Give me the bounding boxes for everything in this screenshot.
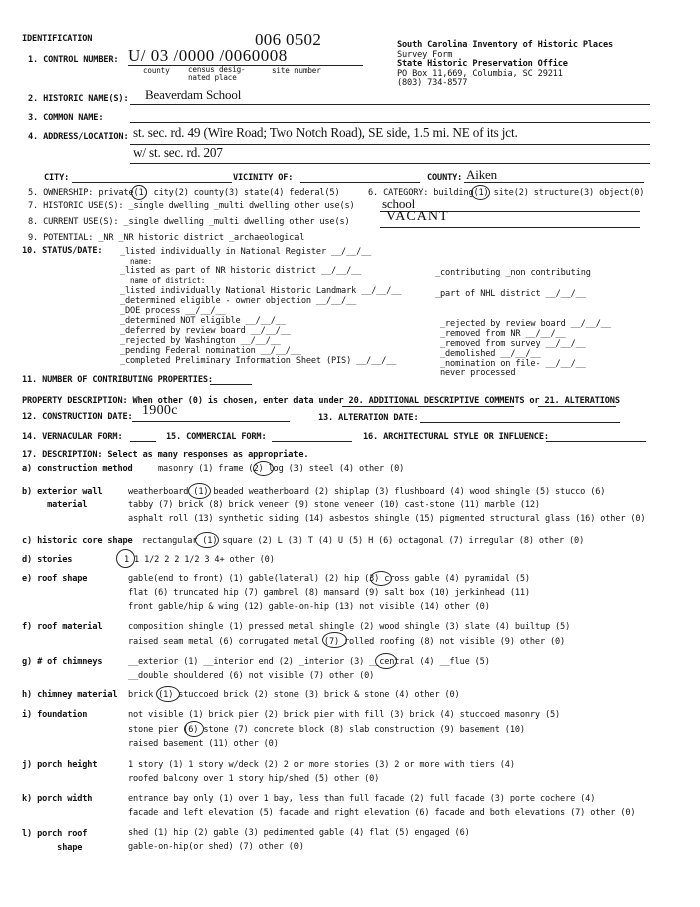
desc-row[interactable]: 1 1 1/2 2 2 1/2 3 4+ other (0) [124, 555, 275, 565]
status-item[interactable]: _determined NOT eligible __/__/__ [120, 316, 286, 326]
county-sublabel: county [143, 66, 170, 75]
historic-name-label: 2. HISTORIC NAME(S): [28, 94, 129, 104]
address-line-2[interactable]: w/ st. sec. rd. 207 [133, 145, 223, 160]
office-line: PO Box 11,669, Columbia, SC 29211 [397, 69, 563, 79]
desc-label: l) porch roof shape [22, 829, 88, 853]
city-label: CITY: [44, 173, 70, 183]
desc-row[interactable]: front gable/hip & wing (12) gable-on-hip (13) not visible (14) other (0) [128, 602, 490, 612]
construction-date-label: 12. CONSTRUCTION DATE: [22, 412, 133, 422]
historic-name-value[interactable]: Beaverdam School [145, 87, 242, 102]
status-item[interactable]: _listed individually in National Register __/__/__ [120, 247, 372, 257]
status-label: 10. STATUS/DATE: [22, 246, 103, 256]
alteration-date-label: 13. ALTERATION DATE: [318, 413, 419, 423]
selection-circle [375, 653, 397, 669]
status-item[interactable]: _listed individually National Historic Landmark __/__/__ [120, 286, 402, 296]
current-use-line: 8. CURRENT USE(S): _single dwelling _multi dwelling other use(s) [28, 217, 350, 227]
desc-row[interactable]: raised basement (11) other (0) [128, 739, 279, 749]
selection-circle [322, 632, 347, 648]
status-item-right[interactable]: _contributing _non contributing [435, 268, 591, 278]
desc-row[interactable]: rectangular (1) square (2) L (3) T (4) U (5) H (6) octagonal (7) irregular (8) other (0) [142, 536, 585, 546]
desc-row[interactable]: not visible (1) brick pier (2) brick pier with fill (3) brick (4) stuccoed masonry (5) [128, 710, 561, 720]
status-item[interactable]: _listed as part of NR historic district __/__/__ [120, 266, 362, 276]
ownership-line: 5. OWNERSHIP: private(1) city(2) county(3) state(4) federal(5) [28, 188, 340, 198]
office-line: State Historic Preservation Office [397, 59, 568, 69]
desc-row[interactable]: facade and left elevation (5) facade and right elevation (6) facade and both elevations (7) other (0) [128, 808, 636, 818]
category-selection-circle [471, 185, 490, 200]
desc-row[interactable]: stone pier (6) stone (7) concrete block (8) slab construction (9) basement (10) [128, 725, 525, 735]
vicinity-label: VICINITY OF: [233, 173, 294, 183]
control-number-value[interactable]: U/ 03 /0000 /0060008 [128, 46, 288, 65]
address-line-1[interactable]: st. sec. rd. 49 (Wire Road; Two Notch Road), SE side, 1.5 mi. NE of its jct. [133, 125, 518, 140]
desc-row[interactable]: __exterior (1) __interior end (2) _interior (3) __central (4) __flue (5) [128, 657, 490, 667]
common-name-label: 3. COMMON NAME: [28, 113, 104, 123]
status-item-right[interactable]: _part of NHL district __/__/__ [435, 289, 586, 299]
status-item[interactable]: _completed Preliminary Information Sheet (PIS) __/__/__ [120, 356, 397, 366]
control-number-handwritten: 006 0502 [255, 30, 322, 49]
status-item[interactable]: _pending Federal nomination __/__/__ [120, 346, 301, 356]
desc-row[interactable]: tabby (7) brick (8) brick veneer (9) stone veneer (10) cast-stone (11) marble (12) [128, 500, 540, 510]
census-sublabel: census desig- nated place [188, 65, 246, 82]
desc-row[interactable]: raised seam metal (6) corrugated metal (7) rolled roofing (8) not visible (9) other (0) [128, 637, 566, 647]
status-item-right[interactable]: _removed from NR __/__/__ [440, 329, 566, 339]
current-use-value[interactable]: VACANT [386, 209, 449, 224]
desc-row[interactable]: roofed balcony over 1 story hip/shed (5) other (0) [128, 774, 380, 784]
desc-row[interactable]: composition shingle (1) pressed metal shingle (2) wood shingle (3) slate (4) builtup (5) [128, 622, 571, 632]
status-item: name of district: [130, 276, 206, 285]
status-item-right[interactable]: _rejected by review board __/__/__ [440, 319, 611, 329]
status-item[interactable]: _DOE process __/__/__ [120, 306, 226, 316]
status-item[interactable]: _determined eligible - owner objection __/__/__ [120, 296, 357, 306]
desc-label: f) roof material [22, 622, 103, 632]
desc-row[interactable]: gable-on-hip(or shed) (7) other (0) [128, 842, 304, 852]
desc-label: d) stories [22, 555, 73, 565]
control-number-label: 1. CONTROL NUMBER: [28, 55, 119, 65]
status-item-right[interactable]: _demolished __/__/__ [440, 349, 541, 359]
architectural-style-label: 16. ARCHITECTURAL STYLE OR INFLUENCE: [363, 432, 549, 442]
desc-row[interactable]: masonry (1) frame (2) log (3) steel (4) other (0) [158, 464, 405, 474]
office-line: Survey Form [397, 50, 453, 60]
category-line: 6. CATEGORY: building(1) site(2) structure(3) object(0) [368, 188, 645, 198]
site-number-sublabel: site number [272, 66, 321, 75]
selection-circle [370, 571, 392, 586]
desc-row[interactable]: shed (1) hip (2) gable (3) pedimented gable (4) flat (5) engaged (6) [128, 828, 470, 838]
desc-label: h) chimney material [22, 690, 118, 700]
desc-label: c) historic core shape [22, 536, 133, 546]
desc-label: i) foundation [22, 710, 88, 720]
selection-circle [253, 461, 274, 476]
desc-row[interactable]: 1 story (1) 1 story w/deck (2) 2 or more stories (3) 2 or more with tiers (4) [128, 760, 515, 770]
desc-label: e) roof shape [22, 574, 88, 584]
desc-row[interactable]: entrance bay only (1) over 1 bay, less than full facade (2) full facade (3) porte cochere (4) [128, 794, 596, 804]
desc-row[interactable]: brick (1) stuccoed brick (2) stone (3) brick & stone (4) other (0) [128, 690, 460, 700]
desc-label: b) exterior wall material [22, 487, 103, 510]
desc-row[interactable]: __double shouldered (6) not visible (7) other (0) [128, 671, 375, 681]
office-line: (803) 734-8577 [397, 78, 468, 88]
historic-use-value[interactable]: school [382, 196, 416, 211]
selection-circle [184, 721, 204, 737]
status-item[interactable]: _rejected by Washington __/__/__ [120, 336, 281, 346]
commercial-form-label: 15. COMMERCIAL FORM: [166, 432, 267, 442]
identification-heading: IDENTIFICATION [22, 34, 93, 44]
desc-label: g) # of chimneys [22, 657, 103, 667]
desc-label: a) construction method [22, 464, 133, 474]
desc-row[interactable]: flat (6) truncated hip (7) gambrel (8) mansard (9) salt box (10) jerkinhead (11) [128, 588, 530, 598]
ownership-selection-circle [131, 185, 147, 200]
property-description-note: PROPERTY DESCRIPTION: When other (0) is chosen, enter data under 20. ADDITIONAL DESCRIPTIVE COMMENTS or 21. ALTERATIONS [22, 396, 620, 406]
contributing-properties-label: 11. NUMBER OF CONTRIBUTING PROPERTIES: [22, 375, 213, 385]
desc-row[interactable]: asphalt roll (13) synthetic siding (14) asbestos shingle (15) pigmented structural glass (16) other (0) [128, 514, 646, 524]
desc-row[interactable]: weatherboard (1) beaded weatherboard (2) shiplap (3) flushboard (4) wood shingle (5) stucco (6) [128, 487, 606, 497]
selection-circle [188, 483, 211, 499]
status-item-right[interactable]: _nomination on file- __/__/__ [440, 359, 586, 369]
status-item-right[interactable]: _removed from survey __/__/__ [440, 339, 586, 349]
selection-circle [195, 532, 219, 548]
address-label: 4. ADDRESS/LOCATION: [28, 132, 129, 142]
desc-label: j) porch height [22, 760, 98, 770]
status-item[interactable]: _deferred by review board __/__/__ [120, 326, 291, 336]
county-value[interactable]: Aiken [466, 167, 498, 182]
status-item: name: [130, 257, 153, 266]
selection-circle [156, 686, 180, 702]
potential-line: 9. POTENTIAL: _NR _NR historic district _archaeological [28, 233, 305, 243]
desc-row[interactable]: gable(end to front) (1) gable(lateral) (2) hip (3) cross gable (4) pyramidal (5) [128, 574, 530, 584]
vernacular-form-label: 14. VERNACULAR FORM: [22, 432, 123, 442]
desc-label: k) porch width [22, 794, 93, 804]
status-item-right: never processed [440, 368, 516, 378]
selection-circle [116, 549, 135, 568]
description-heading: 17. DESCRIPTION: Select as many responses as appropriate. [22, 450, 309, 460]
historic-use-line: 7. HISTORIC USE(S): _single dwelling _multi dwelling other use(s) [28, 201, 355, 211]
construction-date-value[interactable]: 1900c [142, 403, 178, 418]
county-label: COUNTY: [427, 173, 463, 183]
office-line: South Carolina Inventory of Historic Places [397, 40, 614, 50]
